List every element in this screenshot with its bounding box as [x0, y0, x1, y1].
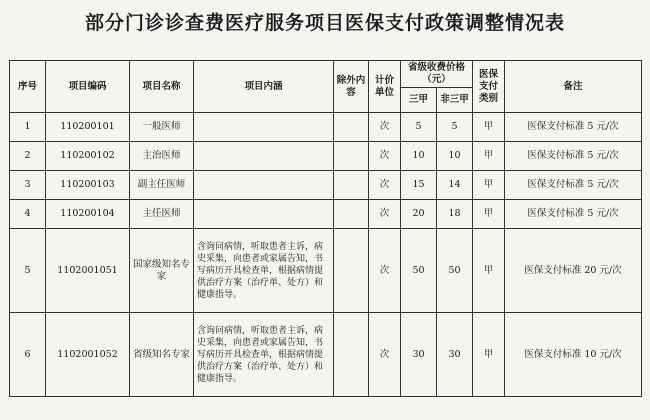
- cell-price-b: 30: [437, 313, 473, 397]
- cell-name: 副主任医师: [130, 171, 194, 200]
- table-row: [10, 313, 642, 397]
- cell-note: 医保支付标准 5 元/次: [505, 142, 642, 171]
- cell-code: 110200104: [46, 200, 130, 229]
- cell-name: 主任医师: [130, 200, 194, 229]
- header-seq: 序号: [10, 61, 46, 113]
- cell-content: [194, 200, 334, 229]
- cell-price-a: 30: [401, 313, 437, 397]
- cell-exclusion: [334, 113, 369, 142]
- cell-note: 医保支付标准 5 元/次: [505, 113, 642, 142]
- cell-note: 医保支付标准 10 元/次: [505, 313, 642, 397]
- cell-content: [194, 171, 334, 200]
- table-row: [10, 229, 642, 313]
- cell-content: [194, 142, 334, 171]
- cell-category: 甲: [473, 113, 505, 142]
- header-code: 项目编码: [46, 61, 130, 113]
- cell-price-b: 18: [437, 200, 473, 229]
- cell-note: 医保支付标准 20 元/次: [505, 229, 642, 313]
- header-price-a: 三甲: [401, 88, 437, 113]
- cell-seq: 5: [10, 229, 46, 313]
- cell-name: 省级知名专家: [130, 313, 194, 397]
- cell-unit: 次: [369, 200, 401, 229]
- cell-unit: 次: [369, 229, 401, 313]
- cell-category: 甲: [473, 142, 505, 171]
- header-name: 项目名称: [130, 61, 194, 113]
- cell-exclusion: [334, 229, 369, 313]
- cell-price-b: 50: [437, 229, 473, 313]
- cell-price-a: 20: [401, 200, 437, 229]
- cell-seq: 4: [10, 200, 46, 229]
- cell-code: 1102001052: [46, 313, 130, 397]
- table-header: [10, 61, 642, 113]
- cell-category: 甲: [473, 313, 505, 397]
- header-exclusion: 除外内容: [334, 61, 369, 113]
- cell-price-a: 15: [401, 171, 437, 200]
- cell-exclusion: [334, 200, 369, 229]
- cell-seq: 1: [10, 113, 46, 142]
- header-note: 备注: [505, 61, 642, 113]
- table-row: [10, 200, 642, 229]
- cell-seq: 2: [10, 142, 46, 171]
- cell-code: 110200101: [46, 113, 130, 142]
- cell-exclusion: [334, 142, 369, 171]
- cell-category: 甲: [473, 229, 505, 313]
- cell-category: 甲: [473, 171, 505, 200]
- cell-code: 110200103: [46, 171, 130, 200]
- cell-seq: 3: [10, 171, 46, 200]
- cell-unit: 次: [369, 313, 401, 397]
- cell-price-b: 5: [437, 113, 473, 142]
- cell-exclusion: [334, 313, 369, 397]
- cell-note: 医保支付标准 5 元/次: [505, 171, 642, 200]
- cell-unit: 次: [369, 113, 401, 142]
- cell-unit: 次: [369, 171, 401, 200]
- table-row: [10, 171, 642, 200]
- cell-name: 一般医师: [130, 113, 194, 142]
- cell-exclusion: [334, 171, 369, 200]
- table-row: [10, 113, 642, 142]
- cell-name: 国家级知名专家: [130, 229, 194, 313]
- cell-name: 主治医师: [130, 142, 194, 171]
- document-title: 部分门诊诊查费医疗服务项目医保支付政策调整情况表: [84, 12, 565, 34]
- cell-price-b: 14: [437, 171, 473, 200]
- cell-note: 医保支付标准 5 元/次: [505, 200, 642, 229]
- cell-code: 1102001051: [46, 229, 130, 313]
- table-body: [10, 113, 642, 397]
- policy-table: [9, 60, 642, 397]
- header-category: 医保支付类别: [473, 61, 505, 113]
- cell-price-a: 50: [401, 229, 437, 313]
- cell-category: 甲: [473, 200, 505, 229]
- cell-content: 含询问病情，听取患者主诉，病史采集，向患者或家属告知，书写病历开具检查单，根据病情提供治疗方案（治疗单、处方）和健康指导。: [194, 229, 334, 313]
- cell-price-b: 10: [437, 142, 473, 171]
- cell-content: [194, 113, 334, 142]
- cell-price-a: 5: [401, 113, 437, 142]
- header-unit: 计价单位: [369, 61, 401, 113]
- header-price-group: 省级收费价格（元）: [401, 61, 473, 88]
- cell-unit: 次: [369, 142, 401, 171]
- cell-price-a: 10: [401, 142, 437, 171]
- cell-code: 110200102: [46, 142, 130, 171]
- header-content: 项目内涵: [194, 61, 334, 113]
- table-row: [10, 142, 642, 171]
- cell-seq: 6: [10, 313, 46, 397]
- header-price-b: 非三甲: [437, 88, 473, 113]
- cell-content: 含询问病情，听取患者主诉，病史采集，向患者或家属告知，书写病历开具检查单，根据病情提供治疗方案（治疗单、处方）和健康指导。: [194, 313, 334, 397]
